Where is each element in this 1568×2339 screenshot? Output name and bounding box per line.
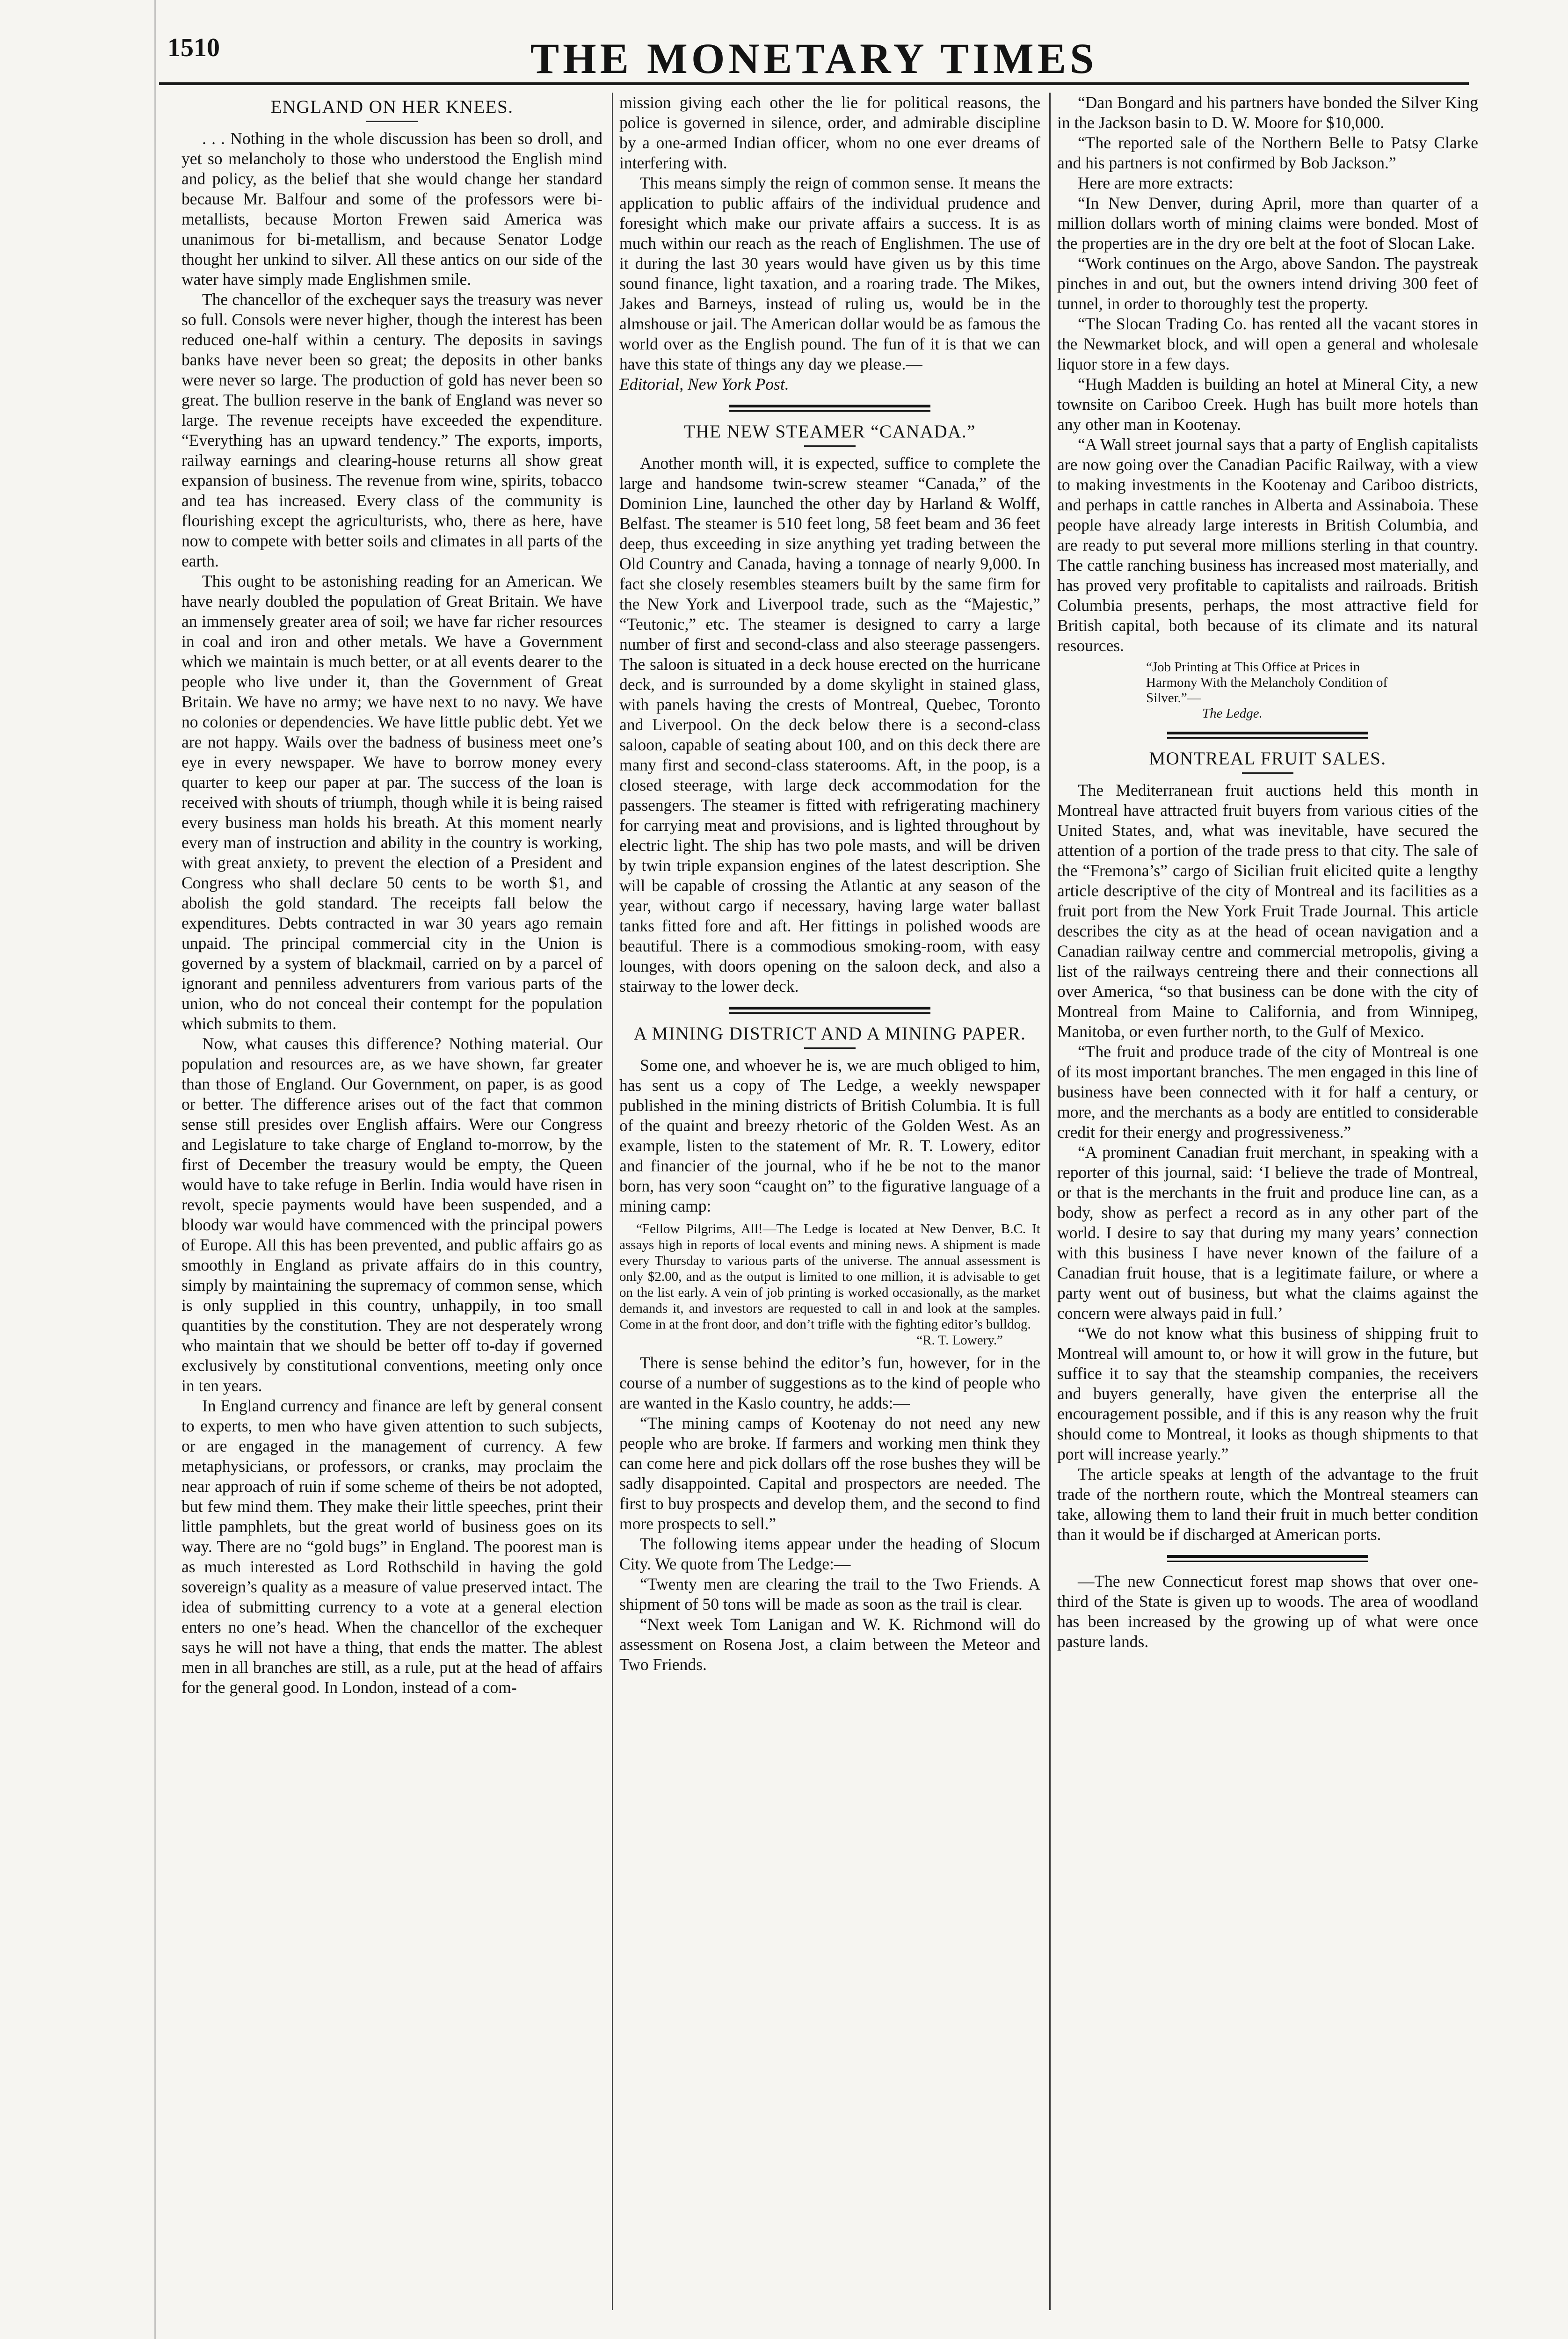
paragraph: “Next week Tom Lanigan and W. K. Richmond will do assessment on Rosena Jost, a claim between the Meteor and Two Friends. — [619, 1615, 1040, 1674]
paragraph: Another month will, it is expected, suffice to complete the large and handsome twin-screw steamer “Canada,” of the Dominion Line, launched the other day by Harland & Wolff, Belfast. The steamer is 510 feet long, 58 feet beam and 36 feet deep, thus exceeding in size anything yet trading between the Old Country and Canada, having a tonnage of nearly 9,000. In fact she closely resembles steamers built by the same firm for the New York and Liverpool trade, such as the “Majestic,” “Teutonic,” etc. The steamer is designed to carry a large number of first and second-class and also steerage passengers. The saloon is situated in a deck house erected on the hurricane deck, and is surrounded by a dome skylight in stained glass, with panels having the crests of Montreal, Quebec, Toronto and Liverpool. On the deck below there is a second-class saloon, capable of seating about 100, and on this deck there are many first and second-class staterooms. Aft, in the poop, is a closed steerage, with large deck accommodation for the passengers. The steamer is fitted with refrigerating machinery for carrying meat and provisions, and is lighted throughout by electric light. The ship has two pole masts, and will be driven by twin triple expansion engines of the latest description. She will be capable of crossing the Atlantic at any season of the year, without cargo if necessary, having large water ballast tanks fitted fore and aft. Her fittings in polished woods are beautiful. There is a commodious smoking-room, with easy lounges, with doors opening on the saloon deck, and also a stairway to the lower deck. — [619, 454, 1040, 995]
ledge-quote — [1146, 660, 1389, 721]
paragraph: “Dan Bongard and his partners have bonded the Silver King in the Jackson basin to D. W. Moore for $10,000. — [1057, 93, 1478, 132]
page-fold-shadow — [154, 0, 156, 2339]
column-rule — [612, 93, 613, 2310]
paragraph: “Hugh Madden is building an hotel at Mineral City, a new townsite on Cariboo Creek. Hugh has built more hotels than any other man in Kootenay. — [1057, 375, 1478, 434]
title-rule — [1242, 772, 1293, 774]
paragraph: “A prominent Canadian fruit merchant, in speaking with a reporter of this journal, said: ‘I believe the trade of Montreal, or that is the merchants in the fruit and produce line can, as a body, show as perfect a record as in any other part of the world. I desire to say that during my many years’ connection with this business I have never known of the failure of a Canadian fruit house, that is a legitimate failure, or where a party went out of business, but what the claims against the concern were always paid in full.’ — [1057, 1143, 1478, 1322]
paragraph: mission giving each other the lie for political reasons, the police is governed in silence, order, and admirable discipline by a one-armed Indian officer, whom no one ever dreams of interfering with. — [619, 93, 1040, 172]
quote-text: “Fellow Pilgrims, All!—The Ledge is located at New Denver, B.C. It assays high in reports of local events and mining news. A shipment is made every Thursday to various parts of the universe. The annual assessment is only $2.00, and as the output is limited to one million, it is advisable to get on the list early. A vein of job printing is worked occasionally, as the market demands it, and investors are requested to call in and look at the samples. Come in at the front door, and don’t trifle with the fighting editor’s bulldog. — [619, 1221, 1040, 1332]
paragraph: “The Slocan Trading Co. has rented all the vacant stores in the Newmarket block, and will open a general and wholesale liquor store in a few days. — [1057, 314, 1478, 373]
quote-block — [619, 1221, 1040, 1348]
column-1 — [181, 93, 603, 2310]
paragraph: —The new Connecticut forest map shows that over one-third of the State is given up to woods. The area of woodland has been increased by the growing up of what were once pasture lands. — [1057, 1572, 1478, 1651]
paragraph: The following items appear under the heading of Slocum City. We quote from The Ledge:— — [619, 1534, 1040, 1573]
quote-source: The Ledge. — [1202, 706, 1263, 721]
column-3 — [1057, 93, 1478, 2310]
paragraph: “Work continues on the Argo, above Sandon. The paystreak pinches in and out, but the owners intend driving 300 feet of tunnel, in order to thoroughly test the property. — [1057, 254, 1478, 313]
article-title: ENGLAND ON HER KNEES. — [270, 97, 514, 117]
article-title: A MINING DISTRICT AND A MINING PAPER. — [633, 1024, 1026, 1044]
title-rule — [804, 445, 856, 447]
paragraph: “Twenty men are clearing the trail to the Two Friends. A shipment of 50 tons will be made as soon as the trail is clear. — [619, 1575, 1040, 1613]
paragraph: “The fruit and produce trade of the city of Montreal is one of its most important branches. The men engaged in this line of business have been connected with it for half a century, or more, and the merchants as a body are entitled to considerable credit for their energy and progressiveness.” — [1057, 1042, 1478, 1141]
section-divider — [1167, 1555, 1368, 1562]
section-divider — [729, 1007, 930, 1014]
paragraph: Now, what causes this difference? Nothing material. Our population and resources are, as we have shown, far greater than those of England. Our Government, on paper, is as good or better. The difference arises out of the fact that common sense still presides over English affairs. Were our Congress and Legislature to take charge of England to-morrow, by the first of December the treasury would be empty, the Queen would have to take refuge in Berlin. India would have risen in revolt, specie payments would have been suspended, and a bloody war would have commenced with the principal powers of Europe. All this has been prevented, and public affairs go as smoothly in England as private affairs do in this country, simply by maintaining the supremacy of common sense, which is only supplied in this country, unhappily, in too small quantities by the constitution. They are not desperately wrong who maintain that we should be better off to-day if governed exclusively by constitutional conventions, meeting only once in ten years. — [181, 1034, 603, 1395]
paragraph: “The reported sale of the Northern Belle to Patsy Clarke and his partners is not confirmed by Bob Jackson.” — [1057, 133, 1478, 172]
article-title: THE NEW STEAMER “CANADA.” — [684, 421, 976, 442]
paragraph: Here are more extracts: — [1078, 174, 1234, 192]
quote-signature: “R. T. Lowery.” — [916, 1333, 1003, 1348]
paragraph: There is sense behind the editor’s fun, however, for in the course of a number of suggestions as to the kind of people who are wanted in the Kaslo country, he adds:— — [619, 1353, 1040, 1412]
paragraph: This ought to be astonishing reading for an American. We have nearly doubled the population of Great Britain. We have an immensely greater area of soil; we have far richer resources in coal and iron and other metals. We have a Government which we maintain is much better, or at all events dearer to the people who live under it, than the Government of Great Britain. We have no army; we have next to no navy. We have no colonies or dependencies. We have little public debt. Yet we are not happy. Wails over the badness of business meet one’s eye in every newspaper. We have to borrow money every quarter to keep our paper at par. The success of the loan is received with shouts of triumph, though while it is being raised every business man holds his breath. At this moment nearly every man of instruction and ability in the country is working, with great anxiety, to prevent the election of a President and Congress who shall declare 50 cents to be worth $1, and abolish the gold standard. The receipts fall below the expenditures. Debts contracted in war 30 years ago remain unpaid. The principal commercial city in the Union is governed by a system of blackmail, carried on by a parcel of ignorant and penniless adventurers from various parts of the union, who do not conceal their contempt for the population which submits to them. — [181, 572, 603, 1033]
section-divider — [729, 405, 930, 412]
column-rule — [1049, 93, 1051, 2310]
page-header — [140, 29, 1488, 85]
paragraph: . . . Nothing in the whole discussion has been so droll, and yet so melancholy to those who understood the English mind and policy, as the belief that she would change her standard because Mr. Balfour and some of the professors were bi-metallists, because Morton Frewen said America was unanimous for bi-metallism, and because Senator Lodge thought her unkind to silver. All these antics on our side of the water have simply made Englishmen smile. — [181, 129, 603, 289]
masthead: THE MONETARY TIMES — [530, 35, 1098, 82]
section-divider — [1167, 732, 1368, 739]
paragraph: The Mediterranean fruit auctions held this month in Montreal have attracted fruit buyers from various cities of the United States, and, what was inevitable, have secured the attention of a portion of the trade press to that city. The sale of the “Fremona’s” cargo of Sicilian fruit elicited quite a lengthy article descriptive of the city of Montreal and its facilities as a fruit port from the New York Fruit Trade Journal. This article describes the city as at the head of ocean navigation and a Canadian railway centre and commercial metropolis, giving a list of the railways centreing there and their connections all over America, “so that business can be done with the city of Montreal from Maine to California, and from Winnipeg, Manitoba, or even further north, to the Gulf of Mexico. — [1057, 781, 1478, 1041]
paragraph: “The mining camps of Kootenay do not need any new people who are broke. If farmers and working men think they can come here and pick dollars off the rose bushes they will be sadly disappointed. Capital and prospectors are needed. The first to buy prospects and develop them, and the second to find more prospects to sell.” — [619, 1414, 1040, 1533]
title-rule — [804, 1047, 856, 1049]
paragraph: “A Wall street journal says that a party of English capitalists are now going over the Canadian Pacific Railway, with a view to making investments in the Kootenay and Cariboo districts, and perhaps in cattle ranches in Alberta and Assinaboia. These people have already large interests in British Columbia, and are ready to put several more millions sterling in that country. The cattle ranching business has increased most materially, and has proved very profitable to capitalists and railroads. British Columbia presents, perhaps, the most attractive field for British capital, both because of its climate and its natural resources. — [1057, 435, 1478, 655]
paragraph: “We do not know what this business of shipping fruit to Montreal will amount to, or how it will grow in the future, but suffice it to say that the steamship companies, the receivers and buyers generally, have given the enterprise all the encouragement possible, and if this is any reason why the fruit should come to Montreal, it looks as though shipments to that port will increase yearly.” — [1057, 1324, 1478, 1463]
article-title: MONTREAL FRUIT SALES. — [1149, 748, 1387, 769]
paragraph: Some one, and whoever he is, we are much obliged to him, has sent us a copy of The Ledge, a weekly newspaper published in the mining districts of British Columbia. It is full of the quaint and breezy rhetoric of the Golden West. As an example, listen to the statement of Mr. R. T. Lowery, editor and financier of the journal, who if he be not to the manor born, has very soon “caught on” to the figurative language of a mining camp: — [619, 1056, 1040, 1215]
column-2 — [619, 93, 1040, 2310]
article-source: Editorial, New York Post. — [619, 375, 789, 393]
header-rule — [159, 82, 1469, 85]
paragraph: In England currency and finance are left by general consent to experts, to men who have given attention to such subjects, or are engaged in the management of currency. A few metaphysicians, or professors, or cranks, may proclaim the near approach of ruin if some scheme of theirs be not adopted, but few mind them. They make their little speeches, print their little pamphlets, but the great world of business goes on its way. There are no “gold bugs” in England. The poorest man is as much interested as Lord Rothschild in having the gold sovereign’s quality as a measure of value preserved intact. The idea of submitting currency to a vote at a general election enters no one’s head. When the chancellor of the exchequer says he will not have a thing, that ends the matter. The ablest men in all branches are still, as a rule, put at the head of affairs for the general good. In London, instead of a com- — [181, 1396, 603, 1697]
paragraph: The chancellor of the exchequer says the treasury was never so full. Consols were never higher, though the interest has been reduced one-half within a century. The deposits in savings banks have never been so great; the deposits in other banks were never so large. The production of gold has never been so great. The bullion reserve in the bank of England was never so large. The revenue receipts have exceeded the expenditure. “Everything has an upward tendency.” The exports, imports, railway earnings and clearing-house returns all show great expansion of business. The revenue from wine, spirits, tobacco and tea has increased. Every class of the community is flourishing except the agriculturists, who, there as here, have now to compete with better soils and climates in all parts of the earth. — [181, 290, 603, 570]
paragraph: The article speaks at length of the advantage to the fruit trade of the northern route, which the Montreal steamers can take, allowing them to land their fruit in much better condition than it would be if discharged at American ports. — [1057, 1465, 1478, 1544]
page-number: 1510 — [167, 33, 220, 62]
title-rule — [366, 121, 418, 122]
paragraph: This means simply the reign of common sense. It means the application to public affairs of the individual prudence and foresight which make our private affairs a success. It is as much within our reach as the reach of Englishmen. The use of it during the last 30 years would have given us by this time sound finance, light taxation, and a roaring trade. The Mikes, Jakes and Barneys, instead of ruling us, would be in the almshouse or jail. The American dollar would be as famous the world over as the English pound. The fun of it is that we can have this state of things any day we please.— — [619, 174, 1040, 373]
paragraph: “In New Denver, during April, more than quarter of a million dollars worth of mining claims were bonded. Most of the properties are in the dry ore belt at the foot of Slocan Lake. — [1057, 194, 1478, 253]
quote-text: “Job Printing at This Office at Prices in Harmony With the Melancholy Condition of Silver.”— — [1146, 660, 1388, 705]
